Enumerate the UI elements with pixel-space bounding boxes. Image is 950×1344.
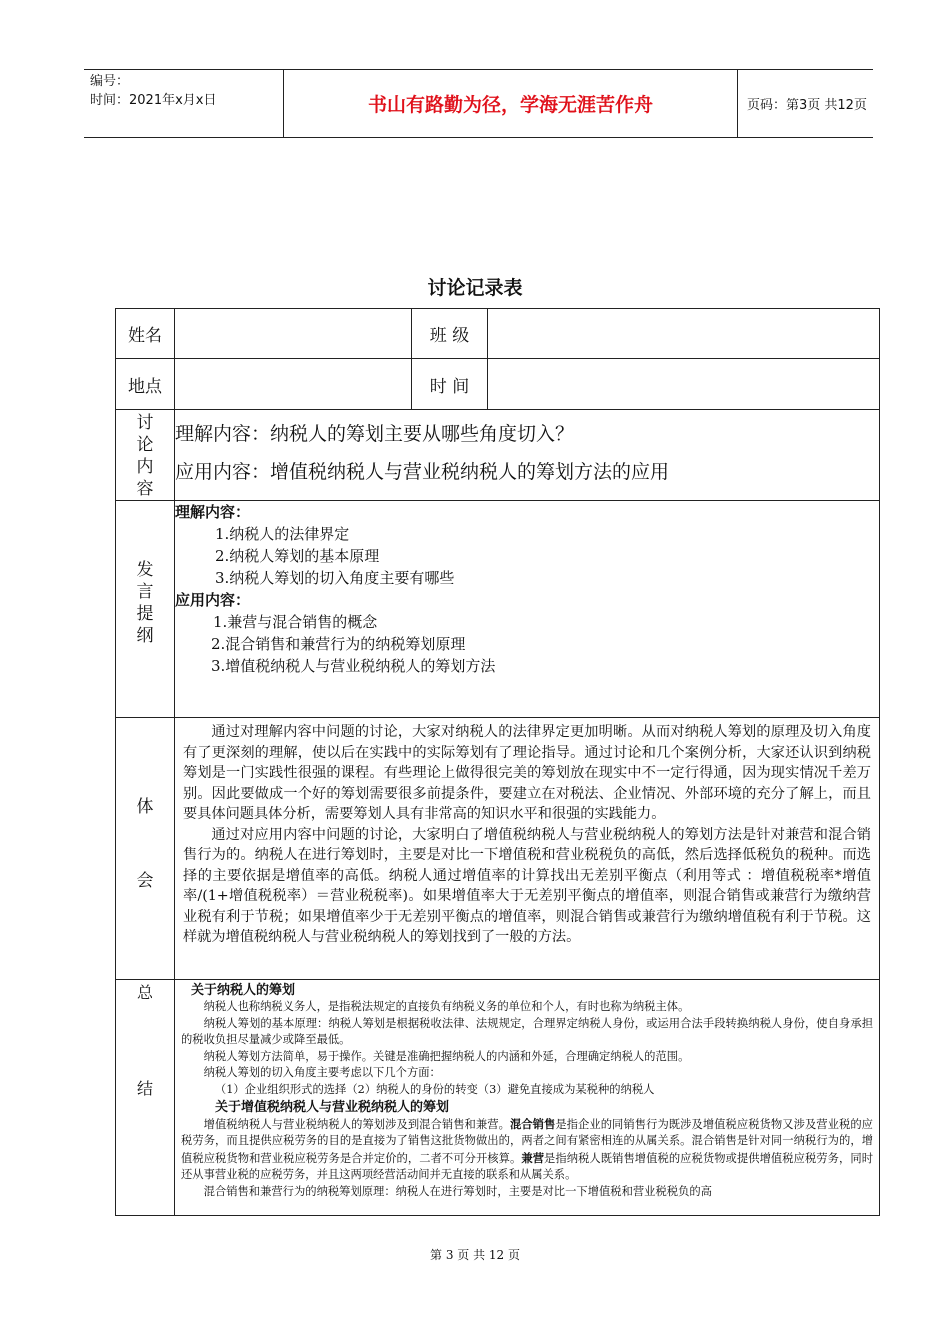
reflection-paragraph: 通过对理解内容中问题的讨论，大家对纳税人的法律界定更加明晰。从而对纳税人筹划的原理及切入角度有了更深刻的理解，使以后在实践中的实际筹划有了理论指导。通过讨论和几个案例分析，大家还认识到纳税筹划是一门实践性很强的课程。有些理论上做得很完美的筹划放在现实中不一定行得通，因为现实情况千差万别。因此要做成一个好的筹划需要很多前提条件，要建立在对税法、企业情况、外部环境的充分了解上，而且要具体问题具体分析，需要筹划人具有非常高的知识水平和很强的实践能力。 — [183, 724, 871, 822]
outline-heading: 应用内容： — [175, 591, 251, 609]
summary-paragraph: 增值税纳税人与营业税纳税人的筹划涉及到混合销售和兼营。混合销售是指企业的同销售行为既涉及增值税应税货物又涉及营业税的应税劳务，而且提供应税劳务的目的是直接为了销售这批货物做出的，两者之间有紧密相连的从属关系。混合销售是针对同一纳税行为的，增值税应税货物和营业税应税劳务是合并定价的，二者不可分开核算。兼营是指纳税人既销售增值税的应税货物或提供增值税应税劳务，同时还从事营业税的应税劳务，并且这两项经营活动间并无直接的联系和从属关系。 — [181, 1116, 873, 1182]
location-field[interactable] — [175, 359, 412, 410]
page-title: 讨论记录表 — [427, 277, 523, 299]
summary-heading: 关于增值税纳税人与营业税纳税人的筹划 — [215, 1099, 450, 1115]
number-label: 编号： — [90, 74, 130, 89]
time-field[interactable] — [488, 359, 880, 410]
reflection-content — [175, 718, 880, 980]
outline-item: 3.纳税人筹划的切入角度主要有哪些 — [215, 569, 455, 587]
outline-item: 2.纳税人筹划的基本原理 — [215, 547, 380, 565]
name-field[interactable] — [175, 309, 412, 359]
outline-item: 2.混合销售和兼营行为的纳税筹划原理 — [211, 635, 466, 653]
summary-paragraph: 混合销售和兼营行为的纳税筹划原理：纳税人在进行筹划时，主要是对比一下增值税和营业税税负的高 — [203, 1184, 712, 1198]
time-label: 时间：2021年x月x日 — [90, 93, 217, 108]
location-label: 地点 — [116, 359, 175, 410]
topic-line: 应用内容：增值税纳税人与营业税纳税人的筹划方法的应用 — [175, 461, 670, 483]
summary-paragraph: 纳税人筹划的基本原理：纳税人筹划是根据税收法律、法规规定，合理界定纳税人身份，或运用合法手段转换纳税人身份，使自身承担的税收负担尽量减少或降至最低。 — [181, 1016, 873, 1047]
header-motto: 书山有路勤为径，学海无涯苦作舟 — [284, 70, 738, 137]
name-label: 姓名 — [116, 309, 175, 359]
class-field[interactable] — [488, 309, 880, 359]
page-footer: 第 3 页 共 12 页 — [430, 1248, 520, 1262]
summary-paragraph: 纳税人也称纳税义务人，是指税法规定的直接负有纳税义务的单位和个人，有时也称为纳税主体。 — [203, 1000, 690, 1013]
outline-label: 发 言 提 纲 — [116, 501, 175, 718]
summary-paragraph: 纳税人筹划的切入角度主要考虑以下几个方面： — [203, 1066, 441, 1080]
summary-paragraph: 纳税人筹划方法简单，易于操作。关键是准确把握纳税人的内涵和外延，合理确定纳税人的范围。 — [203, 1049, 690, 1063]
header-meta — [84, 70, 284, 137]
discussion-record-table — [115, 308, 880, 1216]
topic-content — [175, 410, 880, 501]
outline-heading: 理解内容： — [175, 503, 251, 521]
topic-label: 讨 论 内 容 — [116, 410, 175, 501]
document-header — [84, 69, 873, 138]
outline-item: 1.纳税人的法律界定 — [215, 525, 350, 543]
reflection-paragraph: 通过对应用内容中问题的讨论，大家明白了增值税纳税人与营业税纳税人的筹划方法是针对兼营和混合销售行为的。纳税人在进行筹划时，主要是对比一下增值税和营业税税负的高低，然后选择低税负的税种。而选择的主要依据是增值率的高低。纳税人通过增值率的计算找出无差别平衡点（利用等式 ：增值税税率*增值率/(1+增值税税率）＝营业税税率)。如果增值率大于无差别平衡点的增值率，则混合销售或兼营行为缴纳营业税有利于节税；如果增值率少于无差别平衡点的增值率，则混合销售或兼营行为缴纳增值税有利于节税。这样就为增值税纳税人与营业税纳税人的筹划找到了一般的方法。 — [183, 826, 871, 945]
header-page-info: 页码：第3页 共12页 — [747, 98, 867, 113]
summary-paragraph: （1）企业组织形式的选择（2）纳税人的身份的转变（3）避免直接成为某税种的纳税人 — [214, 1082, 655, 1096]
outline-content — [175, 501, 880, 718]
topic-line: 理解内容：纳税人的筹划主要从哪些角度切入？ — [175, 423, 575, 445]
time-field-label: 时 间 — [412, 359, 488, 410]
summary-heading: 关于纳税人的筹划 — [191, 983, 296, 998]
summary-content — [175, 980, 880, 1216]
outline-item: 1.兼营与混合销售的概念 — [213, 613, 378, 631]
summary-label: 总 结 — [116, 980, 175, 1216]
class-label: 班 级 — [412, 309, 488, 359]
reflection-label: 体 会 — [116, 718, 175, 980]
outline-item: 3.增值税纳税人与营业税纳税人的筹划方法 — [211, 657, 496, 675]
